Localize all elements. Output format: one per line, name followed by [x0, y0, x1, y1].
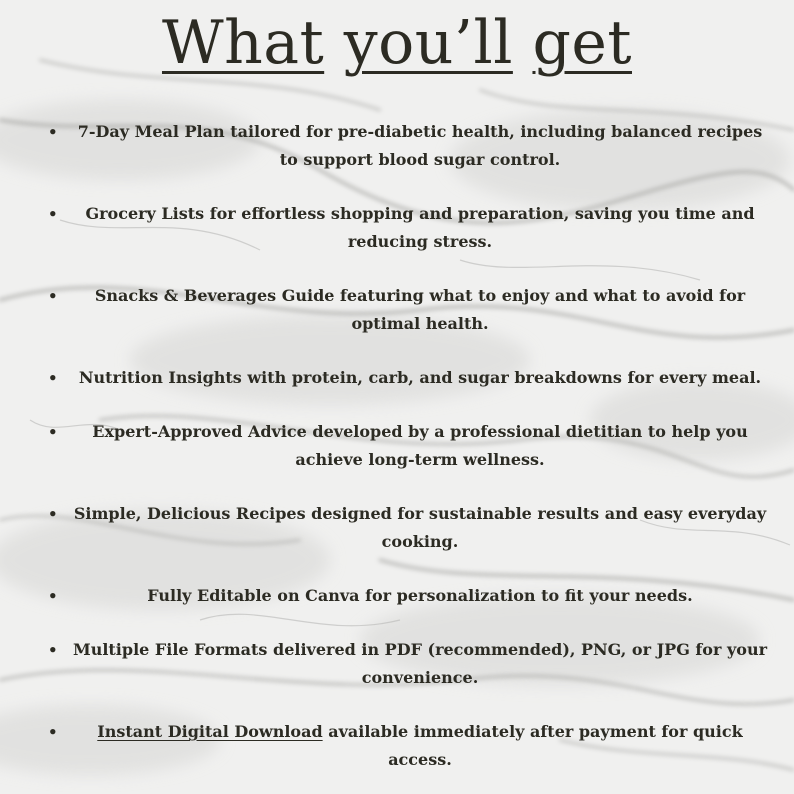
list-item-text: Simple, Delicious Recipes designed for sustainable results and easy everyday cooking.	[73, 504, 767, 551]
list-item	[30, 418, 774, 474]
bullet-icon: •	[48, 505, 58, 523]
list-item-text: Grocery Lists for effortless shopping and preparation, saving you time and reducing stress.	[85, 204, 755, 251]
bullet-icon: •	[48, 723, 58, 741]
bullet-icon: •	[48, 205, 58, 223]
list-item	[30, 636, 774, 692]
list-item-text: Fully Editable on Canva for personalization to fit your needs.	[147, 586, 693, 605]
list-item	[30, 718, 774, 774]
bullet-icon: •	[48, 641, 58, 659]
page-title	[0, 8, 794, 78]
title-word-1: What	[161, 8, 325, 78]
features-list	[30, 118, 774, 774]
list-item	[30, 500, 774, 556]
bullet-icon: •	[48, 123, 58, 141]
list-item	[30, 200, 774, 256]
list-item-text: Multiple File Formats delivered in PDF (recommended), PNG, or JPG for your convenience.	[72, 640, 768, 687]
list-item	[30, 364, 774, 392]
bullet-icon: •	[48, 423, 58, 441]
list-item	[30, 582, 774, 610]
bullet-icon: •	[48, 287, 58, 305]
list-item	[30, 282, 774, 338]
list-item-text: available immediately after payment for quick access.	[322, 722, 743, 769]
list-item-text: 7-Day Meal Plan tailored for pre-diabetic health, including balanced recipes to support blood sugar control.	[77, 122, 763, 169]
list-item-text: Snacks & Beverages Guide featuring what to enjoy and what to avoid for optimal health.	[94, 286, 746, 333]
list-item-text: Nutrition Insights with protein, carb, and sugar breakdowns for every meal.	[78, 368, 762, 387]
list-item	[30, 118, 774, 174]
title-word-3: get	[532, 8, 632, 78]
instant-download-link[interactable]: Instant Digital Download	[97, 722, 323, 741]
bullet-icon: •	[48, 587, 58, 605]
bullet-icon: •	[48, 369, 58, 387]
title-word-2: you’ll	[343, 8, 513, 78]
list-item-text: Expert-Approved Advice developed by a professional dietitian to help you achieve long-term wellness.	[92, 422, 748, 469]
